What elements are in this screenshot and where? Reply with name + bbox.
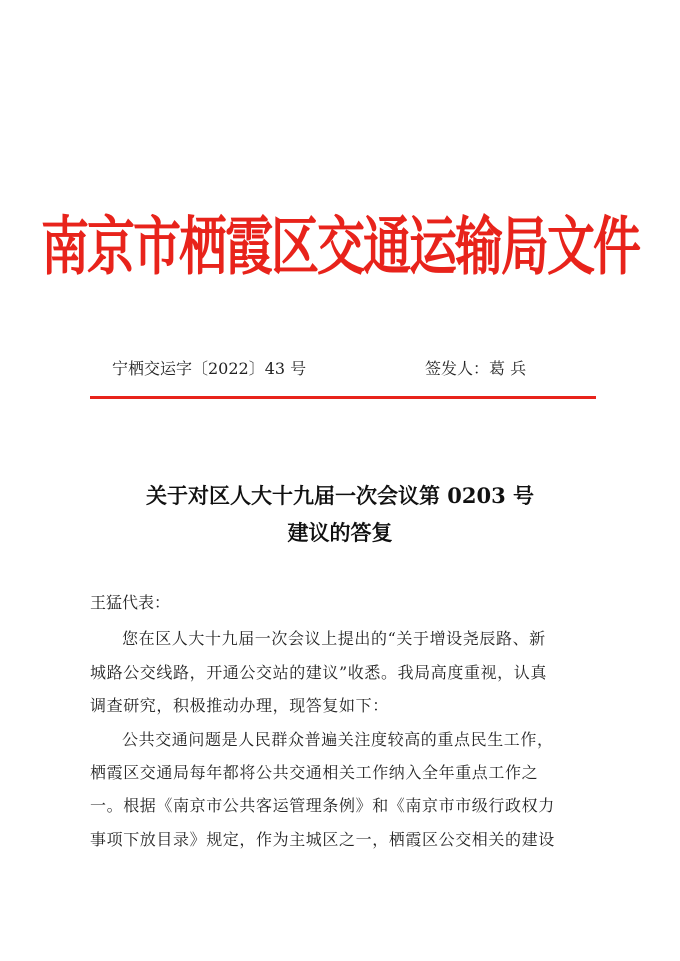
body-paragraph-1-line-2: 城路公交线路，开通公交站的建议”收悉。我局高度重视，认真 [90, 663, 547, 682]
signer-label: 签发人：葛 兵 [425, 359, 527, 378]
body-paragraph-2-line-3: 一。根据《南京市公共客运管理条例》和《南京市市级行政权力 [90, 796, 555, 815]
issuer-header-title: 南京市栖霞区交通运输局文件 [40, 210, 639, 285]
document-title-line-2: 建议的答复 [287, 520, 393, 545]
body-paragraph-1-line-3: 调查研究，积极推动办理，现答复如下： [90, 696, 389, 715]
body-paragraph-2-line-4: 事项下放目录》规定，作为主城区之一，栖霞区公交相关的建设 [90, 830, 555, 849]
red-divider-line [90, 396, 596, 399]
salutation: 王猛代表： [90, 593, 171, 612]
body-paragraph-2-line-2: 栖霞区交通局每年都将公共交通相关工作纳入全年重点工作之 [90, 763, 539, 782]
body-paragraph-2-line-1: 公共交通问题是人民群众普遍关注度较高的重点民生工作， [122, 730, 554, 749]
document-number: 宁栖交运字〔2022〕43 号 [112, 359, 307, 378]
document-title-line-1: 关于对区人大十九届一次会议第 0203 号 [145, 483, 535, 508]
body-paragraph-1-line-1: 您在区人大十九届一次会议上提出的“关于增设尧辰路、新 [122, 629, 546, 648]
